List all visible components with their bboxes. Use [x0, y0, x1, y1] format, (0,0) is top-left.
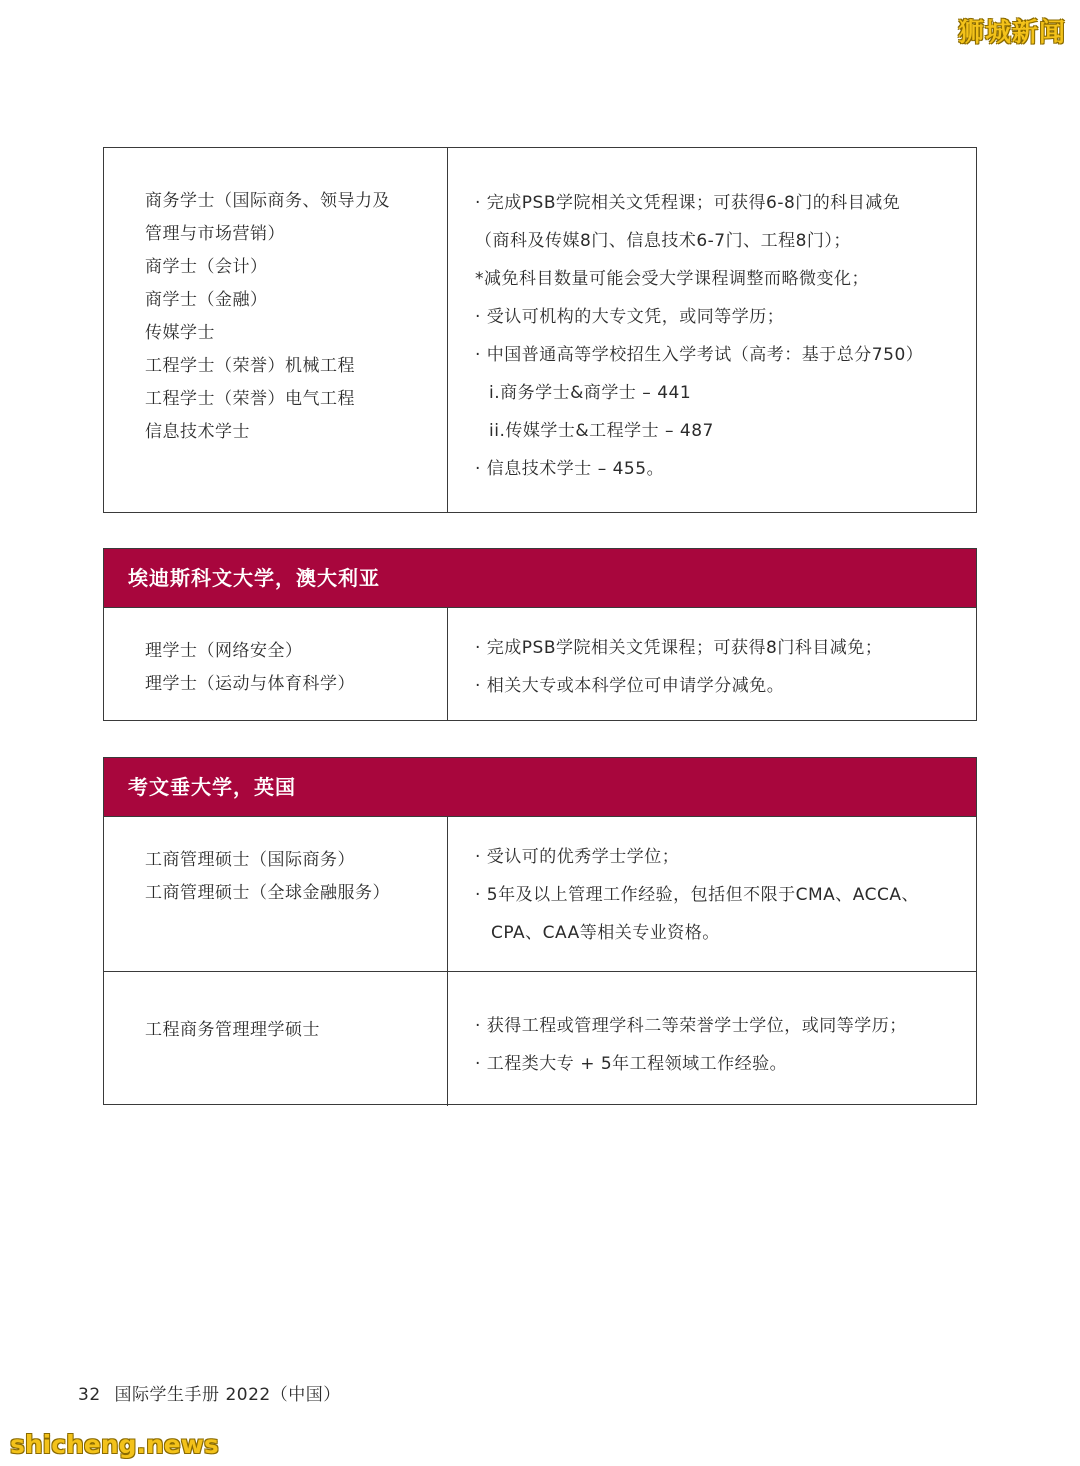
program-item: 工程学士（荣誉）电气工程 [145, 389, 355, 409]
requirement-item: · 相关大专或本科学位可申请学分减免。 [475, 676, 785, 696]
table-section-1 [103, 147, 977, 513]
table-row [104, 148, 976, 512]
program-item: 工商管理硕士（全球金融服务） [145, 883, 390, 903]
requirement-item: · 完成PSB学院相关文凭程课；可获得6-8门的科目减免 [475, 193, 901, 213]
program-list [104, 608, 448, 721]
watermark-logo-top: 狮城新闻 [957, 18, 1066, 48]
table-section-2 [103, 548, 977, 721]
requirement-item: · 受认可的优秀学士学位； [475, 847, 680, 867]
requirement-item: · 5年及以上管理工作经验，包括但不限于CMA、ACCA、 [475, 885, 919, 905]
table-section-3 [103, 757, 977, 1105]
requirement-item: · 工程类大专 + 5年工程领域工作经验。 [475, 1054, 788, 1074]
requirement-item: · 完成PSB学院相关文凭课程；可获得8门科目减免； [475, 638, 883, 658]
program-item: 工商管理硕士（国际商务） [145, 850, 355, 870]
requirement-item: · 受认可机构的大专文凭，或同等学历； [475, 307, 785, 327]
program-item: 理学士（运动与体育科学） [145, 674, 355, 694]
publication-title: 国际学生手册 2022（中国） [114, 1385, 341, 1405]
table-row [104, 971, 976, 1106]
requirement-item: *减免科目数量可能会受大学课程调整而略微变化； [475, 269, 869, 289]
table-row [104, 816, 976, 971]
program-item: 商学士（金融） [145, 290, 268, 310]
program-item: 信息技术学士 [145, 422, 250, 442]
requirement-list [448, 608, 976, 721]
requirement-item: · 获得工程或管理学科二等荣誉学士学位，或同等学历； [475, 1016, 907, 1036]
requirement-item: ii.传媒学士&工程学士 – 487 [489, 421, 714, 441]
program-item: 理学士（网络安全） [145, 641, 303, 661]
requirement-list [448, 148, 976, 512]
program-list [104, 972, 448, 1106]
program-item: 传媒学士 [145, 323, 215, 343]
program-list [104, 148, 448, 512]
requirement-item: （商科及传媒8门、信息技术6-7门、工程8门）； [475, 231, 851, 251]
program-item: 工程学士（荣誉）机械工程 [145, 356, 355, 376]
requirement-item: · 中国普通高等学校招生入学考试（高考：基于总分750） [475, 345, 924, 365]
requirement-item: i.商务学士&商学士 – 441 [489, 383, 692, 403]
university-header: 埃迪斯科文大学，澳大利亚 [104, 549, 976, 607]
page-number: 32 [78, 1385, 101, 1405]
page-footer [78, 1380, 341, 1405]
program-list [104, 817, 448, 971]
university-header: 考文垂大学，英国 [104, 758, 976, 816]
requirement-list [448, 972, 976, 1106]
program-item: 管理与市场营销） [145, 224, 285, 244]
requirement-item: · 信息技术学士 – 455。 [475, 459, 665, 479]
program-item: 工程商务管理理学硕士 [145, 1020, 320, 1040]
program-item: 商学士（会计） [145, 257, 268, 277]
requirement-list [448, 817, 976, 971]
table-row [104, 607, 976, 721]
program-item: 商务学士（国际商务、领导力及 [145, 191, 390, 211]
watermark-logo-bottom: shicheng.news [10, 1430, 219, 1459]
requirement-item: CPA、CAA等相关专业资格。 [491, 923, 720, 943]
